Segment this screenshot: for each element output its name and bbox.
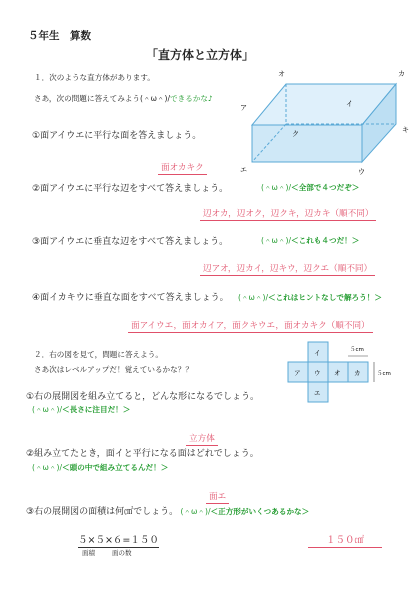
s2-q3-text: ③右の展開図の面積は何㎠でしょう。	[26, 507, 179, 517]
s2-q3-answer: １５０㎠	[308, 532, 382, 548]
s2-q2-answer: 面エ	[206, 490, 229, 504]
hint: ＜正方形がいくつあるかな＞	[210, 507, 310, 516]
cuboid-label-i: イ	[346, 100, 353, 108]
area-formula: ５×５×６=１５０	[78, 532, 159, 548]
cuboid-label-ku: ク	[292, 130, 299, 138]
hint: ＜これはヒントなしで解ろう！＞	[268, 293, 382, 302]
net-label-e: エ	[314, 389, 321, 397]
hint: ＜頭の中で組み立てるんだ！＞	[62, 463, 169, 472]
hint: ＜全部で４つだぞ＞	[291, 183, 360, 192]
formula-note-area: 面積	[82, 549, 95, 557]
face: (＾ω＾)/	[32, 405, 63, 414]
face: (＾ω＾)/	[261, 236, 292, 245]
hint: ＜長さに注目だ！＞	[62, 405, 131, 414]
s2-q1-hint	[32, 404, 130, 415]
s1-q3-answer: 辺アオ，辺カイ，辺キウ，辺クエ（順不同）	[200, 262, 375, 276]
cuboid-label-a: ア	[240, 104, 247, 112]
net-label-i: イ	[314, 349, 321, 357]
cuboid-label-ki: キ	[402, 126, 409, 134]
s1-q3-hint	[261, 235, 359, 246]
grade-label: ５年生 算数	[28, 30, 91, 42]
net-label-ka: カ	[354, 369, 361, 377]
s2-q1-text: ①右の展開図を組み立てると，どんな形になるでしょう。	[26, 392, 259, 402]
s1-q3-text: ③面アイウエに垂直な辺をすべて答えましょう。	[32, 237, 229, 247]
face: (＾ω＾)/	[180, 507, 211, 516]
s1-q1-answer: 面オカキク	[158, 161, 207, 175]
s2-q2-hint	[32, 462, 168, 473]
s2-q3-row	[26, 504, 309, 517]
cuboid-label-u: ウ	[358, 168, 365, 176]
s1-q4-text: ④面イカキウに垂直な面をすべて答えましょう。	[32, 293, 229, 303]
net-label-a: ア	[294, 369, 301, 377]
s1-q2-answer: 辺オカ，辺オク，辺クキ，辺カキ（順不同）	[200, 207, 376, 221]
s1-q4-answer: 面アイウエ，面オカイア，面クキウエ，面オカキク（順不同）	[128, 319, 373, 333]
prompt-green: できるかな♪	[170, 94, 213, 103]
s1-q1-text: ①面アイウエに平行な面を答えましょう。	[32, 131, 202, 141]
s2-q2-text: ②組み立てたとき，面イと平行になる面はどれでしょう。	[26, 449, 259, 459]
net-label-o: オ	[334, 369, 341, 377]
section1-prompt	[34, 93, 213, 104]
cuboid-label-e: エ	[240, 166, 247, 174]
cuboid-label-o: オ	[278, 70, 285, 78]
net-label-u: ウ	[314, 369, 321, 377]
page-title: 「直方体と立方体」	[146, 48, 255, 62]
s1-q4-hint	[238, 292, 382, 303]
s1-q2-text: ②面アイウエに平行な辺をすべて答えましょう。	[32, 184, 229, 194]
s2-q1-answer: 立方体	[186, 432, 218, 446]
cuboid-diagram	[236, 62, 412, 180]
face: (＾ω＾)/	[261, 183, 292, 192]
section1-intro: １．次のような直方体があります。	[34, 73, 155, 82]
cube-net-diagram	[276, 336, 414, 416]
net-dim-side: ５cm	[377, 371, 391, 377]
hint: ＜これも４つだ！＞	[291, 236, 360, 245]
face: (＾ω＾)/	[238, 293, 269, 302]
s1-q2-hint	[261, 182, 359, 193]
formula-note-faces: 面の数	[112, 549, 132, 557]
prompt-text: さあ，次の問題に答えてみよう(＾ω＾)/	[34, 94, 171, 103]
net-dim-top: ５cm	[350, 347, 364, 353]
cuboid-label-ka: カ	[398, 70, 405, 78]
section2-sub: さあ次はレベルアップだ！覚えているかな？？	[34, 365, 193, 374]
section2-intro: ２．右の図を見て，問題に答えよう。	[34, 350, 163, 359]
face: (＾ω＾)/	[32, 463, 63, 472]
